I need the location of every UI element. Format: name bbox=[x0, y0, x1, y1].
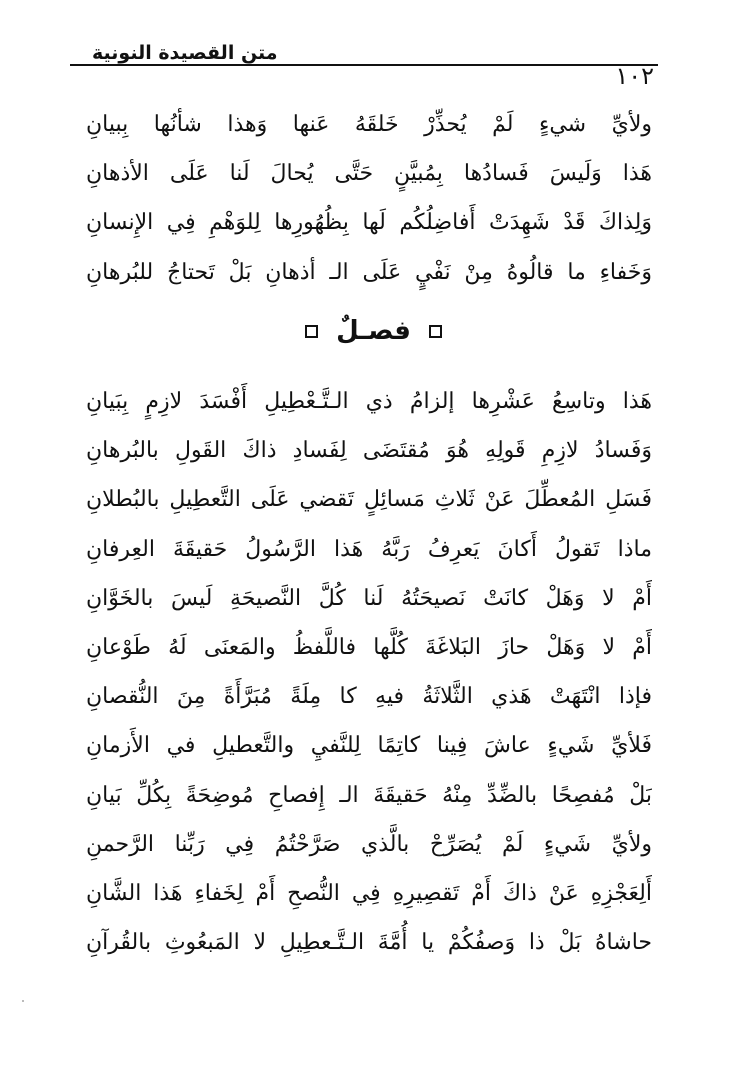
section-title: فصـلٌ bbox=[336, 316, 411, 346]
verse-line bbox=[86, 820, 652, 869]
verse-line bbox=[86, 100, 652, 149]
verse-text: وَلِذاكَ قَدْ شَهِدَتْ أَفاضِلُكُم لَها بِظُهُورِها لِلوَهْمِ فِي الإِنسانِ bbox=[86, 210, 652, 236]
verse-text: ماذا تَقولُ أَكانَ يَعرِفُ رَبَّهُ هَذا الرَّسُولُ حَقيقَةَ العِرفانِ bbox=[86, 536, 652, 562]
verse-text: بَلْ مُفصِحًا بالضِّدِّ مِنْهُ حَقيقَةَ الـ إِفصاحِ مُوضِحَةً بِكُلِّ بَيانِ bbox=[86, 782, 652, 808]
verses-bottom bbox=[86, 377, 652, 967]
page-header bbox=[70, 40, 658, 90]
verse-line bbox=[86, 149, 652, 198]
verse-line bbox=[86, 248, 652, 297]
verse-line bbox=[86, 623, 652, 672]
verse-text: أَلِعَجْزِهِ عَنْ ذاكَ أَمْ تَقصِيرِهِ فِي النُّصحِ أَمْ لِخَفاءِ هَذا الشَّانِ bbox=[86, 880, 652, 906]
verse-text: فإذا انْتَهَتْ هَذي الثَّلاثَةُ فيهِ كا مِلَةً مُبَرَّأَةً مِنَ النُّقصانِ bbox=[86, 684, 652, 710]
verse-line bbox=[86, 672, 652, 721]
verse-text: فَسَلِ المُعطِّلَ عَنْ ثَلاثِ مَسائِلٍ تَقضي عَلَى التَّعطِيلِ بالبُطلانِ bbox=[86, 487, 652, 513]
square-ornament-icon bbox=[429, 325, 442, 338]
verse-text: ولأيِّ شيءٍ لَمْ يُحذِّرْ خَلقَهُ عَنها وَهذا شأنُها بِبيانِ bbox=[86, 112, 652, 137]
verse-line bbox=[86, 574, 652, 623]
verse-line bbox=[86, 869, 652, 918]
verse-text: أَمْ لا وَهَلْ حازَ البَلاغَةَ كُلَّها فاللَّفظُ والمَعنَى لَهُ طَوْعانِ bbox=[86, 634, 652, 660]
verse-text: ولأيِّ شَيءٍ لَمْ يُصَرِّحْ بالَّذي صَرَّحْتُمُ فِي رَبِّنا الرَّحمنِ bbox=[86, 831, 652, 857]
verse-line bbox=[86, 377, 652, 426]
section-heading bbox=[0, 306, 747, 356]
verse-line bbox=[86, 198, 652, 247]
verse-text: فَلأيِّ شَيءٍ عاشَ فِينا كاتِمًا لِلنَّفيِ والتَّعطيلِ في الأَزمانِ bbox=[86, 733, 652, 759]
verse-text: وَفَسادُ لازِمِ قَولِهِ هُوَ مُقتَضَى لِفَسادِ ذاكَ القَولِ بالبُرهانِ bbox=[86, 438, 652, 464]
verse-text: حاشاهُ بَلْ ذا وَصفُكُمْ يا أُمَّةَ الـتَّـعطِيلِ لا المَبعُوثِ بالقُرآنِ bbox=[86, 930, 652, 956]
verse-line bbox=[86, 475, 652, 524]
scan-speck bbox=[22, 1000, 24, 1002]
book-title: متن القصيدة النونية bbox=[92, 42, 278, 64]
header-rule bbox=[70, 64, 658, 66]
verse-text: وَخَفاءِ ما قالُوهُ مِنْ نَفْيٍ عَلَى الـ أذهانِ بَلْ تَحتاجُ للبُرهانِ bbox=[86, 259, 652, 285]
verse-text: أَمْ لا وَهَلْ كانَتْ نَصيحَتُهُ لَنا كُلَّ النَّصيحَةِ لَيسَ بالخَوَّانِ bbox=[86, 585, 652, 611]
page-number: ١٠٢ bbox=[615, 62, 654, 90]
verse-line bbox=[86, 918, 652, 967]
verse-text: هَذا وتاسِعُ عَشْرِها إلزامُ ذي الـتَّـعْطِيلِ أَفْسَدَ لازِمٍ بِبَيانِ bbox=[86, 389, 652, 414]
verse-line bbox=[86, 771, 652, 820]
verse-text: هَذا وَلَيسَ فَسادُها بِمُبيَّنٍ حَتَّى يُحالَ لَنا عَلَى الأذهانِ bbox=[86, 161, 652, 187]
verse-line bbox=[86, 426, 652, 475]
verse-line bbox=[86, 525, 652, 574]
verse-line bbox=[86, 721, 652, 770]
verses-top bbox=[86, 100, 652, 297]
square-ornament-icon bbox=[305, 325, 318, 338]
